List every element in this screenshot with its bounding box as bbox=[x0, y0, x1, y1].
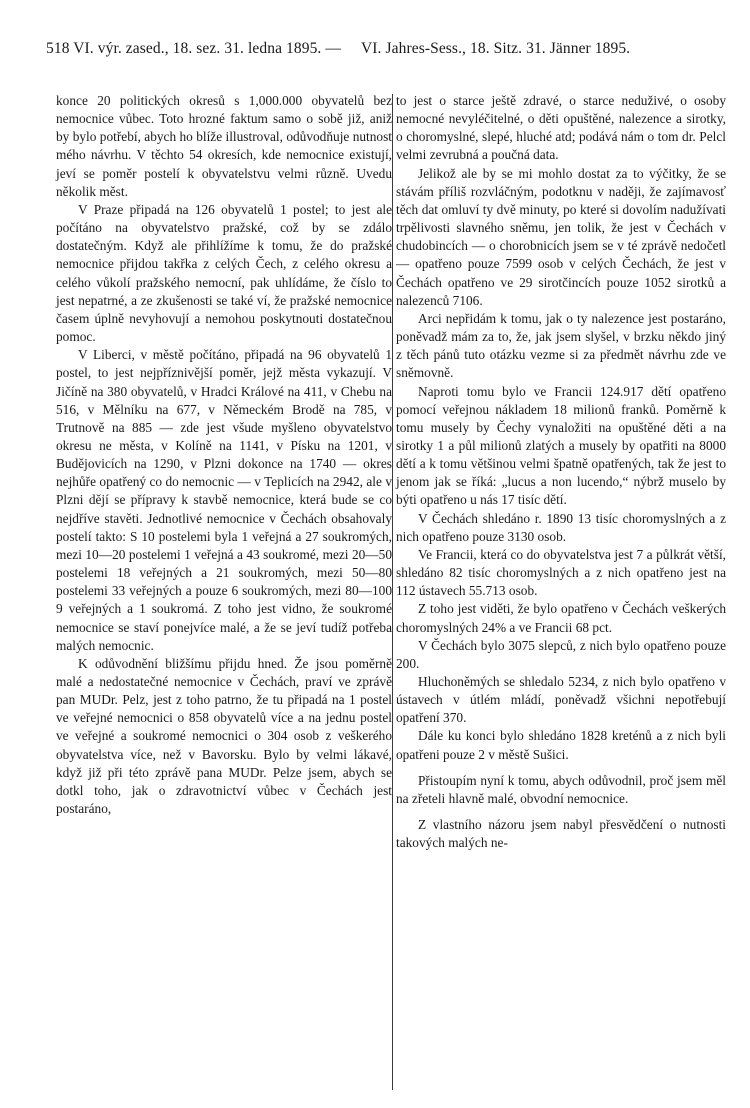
paragraph: konce 20 politických okresů s 1,000.000 obyvatelů bez nemocnice vůbec. Toto hrozné faktum samo o sobě již, aniž by bylo potřebí, abych ho blíže illustroval, odůvodňuje nutnost mého návrhu. V těchto 54 okresích, kde nemocnice existují, jeví se poměr postelí k obyvatelstvu velmi různě. Uvedu několik měst. bbox=[56, 93, 392, 199]
right-column bbox=[396, 92, 726, 852]
column-divider bbox=[392, 94, 393, 1090]
paragraph: Naproti tomu bylo ve Francii 124.917 dětí opatřeno pomocí veřejnou nákladem 18 milionů franků. Poměrně k tomu musely by Čechy vynaložiti na opuštěné děti a na sirotky 1 a půl milionů zlatých a musely by opatřiti na 8000 dětí a k tomu většinou velmi špatně opatřených, tak že jest to jenom jak se říká: „lucus a non lucendo,“ nýbrž muselo by býti opatřeno u nás 17 tisíc dětí. bbox=[396, 383, 726, 508]
left-column bbox=[56, 92, 392, 818]
header-german: VI. Jahres-Sess., 18. Sitz. 31. Jänner 1895. bbox=[361, 40, 631, 57]
paragraph-gap bbox=[396, 764, 726, 772]
paragraph: K odůvodnění bližšímu přijdu hned. Že jsou poměrně malé a nedostatečné nemocnice v Čechách, praví ve zprávě pan MUDr. Pelz, jest z toho patrno, že tu připadá na 1 postel ve veřejné nemocnici o 858 obyvatelů více a na jednu postel ve veřejné a soukromé nemocnici o 304 osob z veškerého obyvatelstva více, než v Bavorsku. Bylo by velmi lákavé, když již při této zprávě pana MUDr. Pelze jsem, abych se dotkl toho, jak o zdravotnictví vůbec v Čechách jest postaráno, bbox=[56, 655, 392, 817]
paragraph: V Praze připadá na 126 obyvatelů 1 postel; to jest ale počítáno na obyvatelstvo pražské, což by se zdálo dostatečným. Když ale přihlížíme k tomu, že do pražské nemocnice přijdou takřka z celých Čech, z celého okresu a celého vůkolí pražského nemocní, pak uhlídáme, že číslo to jest nepatrné, a ze zkušenosti se také ví, že pražské nemocnice časem úplně nevyhovují a nemohou poskytnouti dostatečnou pomoc. bbox=[56, 201, 392, 345]
header-czech: 518 VI. výr. zased., 18. sez. 31. ledna 1895. bbox=[46, 40, 322, 57]
paragraph: Přistoupím nyní k tomu, abych odůvodnil, proč jsem měl na zřeteli hlavně malé, obvodní nemocnice. bbox=[396, 772, 726, 806]
paragraph: V Čechách shledáno r. 1890 13 tisíc choromyslných a z nich opatřeno pouze 3130 osob. bbox=[396, 510, 726, 544]
paragraph: V Liberci, v městě počítáno, připadá na 96 obyvatelů 1 postel, to jest nejpříznivější poměr, jejž města vykazují. V Jičíně na 380 obyvatelů, v Hradci Králové na 411, v Chebu na 516, v Mělníku na 677, v Německém Brodě na 785, v Trutnově na 885 — zde jest všude myšleno obyvatelstvo okresu ne města, v Kolíně na 1141, v Písku na 1201, v Budějovicích na 1290, v Plzni dokonce na 1740 — okres nejhůře opatřený co do nemocnic — v Teplicích na 2942, ale v Plzni dějí se přípravy k stavbě nemocnice, která bude se co nejdříve stavěti. Jednotlivé nemocnice v Čechách obsahovaly postelí takto: S 10 postelemi byla 1 veřejná a 27 soukromých, mezi 10—20 postelemi 1 veřejná a 43 soukromé, mezi 20—50 postelemi 18 veřejných a 21 soukromých, mezi 50—80 postelemi 33 veřejných a pouze 6 soukromých, mezi 80—100 9 veřejných a 1 soukromá. Z toho jest vidno, že soukromé nemocnice se staví ponejvíce malé, a že se jeví tudíž potřeba malých nemocnic. bbox=[56, 347, 392, 653]
paragraph: Dále ku konci bylo shledáno 1828 kreténů a z nich byli opatřeni pouze 2 v městě Sušici. bbox=[396, 728, 726, 762]
paragraph: Z toho jest viděti, že bylo opatřeno v Čechách veškerých choromyslných 24% a ve Francii 68 pct. bbox=[396, 601, 726, 635]
paragraph: V Čechách bylo 3075 slepců, z nich bylo opatřeno pouze 200. bbox=[396, 637, 726, 671]
paragraph: Hluchoněmých se shledalo 5234, z nich bylo opatřeno v ústavech v útlém mládí, poněvadž všichni nepotřebují opatření 370. bbox=[396, 674, 726, 726]
paragraph-gap bbox=[396, 808, 726, 816]
paragraph: Ve Francii, která co do obyvatelstva jest 7 a půlkrát větší, shledáno 82 tisíc choromyslných a z nich opatřeno jest na 112 ústavech 55.713 osob. bbox=[396, 546, 726, 599]
paragraph: Z vlastního názoru jsem nabyl přesvědčení o nutnosti takových malých ne- bbox=[396, 817, 726, 851]
paragraph: Jelikož ale by se mi mohlo dostat za to výčitky, že se stávám příliš rozvláčným, podotknu v naději, že zajímavosť těch dat omluví ty dvě minuty, po které si dovolím nadužívati trpělivosti slavného sněmu, jen tolik, že jest v Čechách v chudobincích — o chorobnicích jsem se v té zprávě nedočetl — opatřeno pouze 7599 osob v celých Čechách, že jest v Čechách opatřeno ve 29 sirotčincích pouze 1052 sirotků a nalezenců 7106. bbox=[396, 165, 726, 308]
running-header bbox=[46, 40, 726, 58]
paragraph: Arci nepřidám k tomu, jak o ty nalezence jest postaráno, poněvadž mám za to, že, jak jsem slyšel, v brzku někdo jiný z těch pánů tuto otázku vezme si za předmět návrhu zde ve sněmovně. bbox=[396, 310, 726, 381]
header-separator: — bbox=[325, 40, 342, 57]
paragraph: to jest o starce ještě zdravé, o starce neduživé, o osoby nemocné nevyléčitelné, o děti opuštěné, nalezence a sirotky, o choromyslné, slepé, hluché atd; podává nám o tom dr. Pelcl velmi zevrubná a poučná data. bbox=[396, 93, 726, 163]
